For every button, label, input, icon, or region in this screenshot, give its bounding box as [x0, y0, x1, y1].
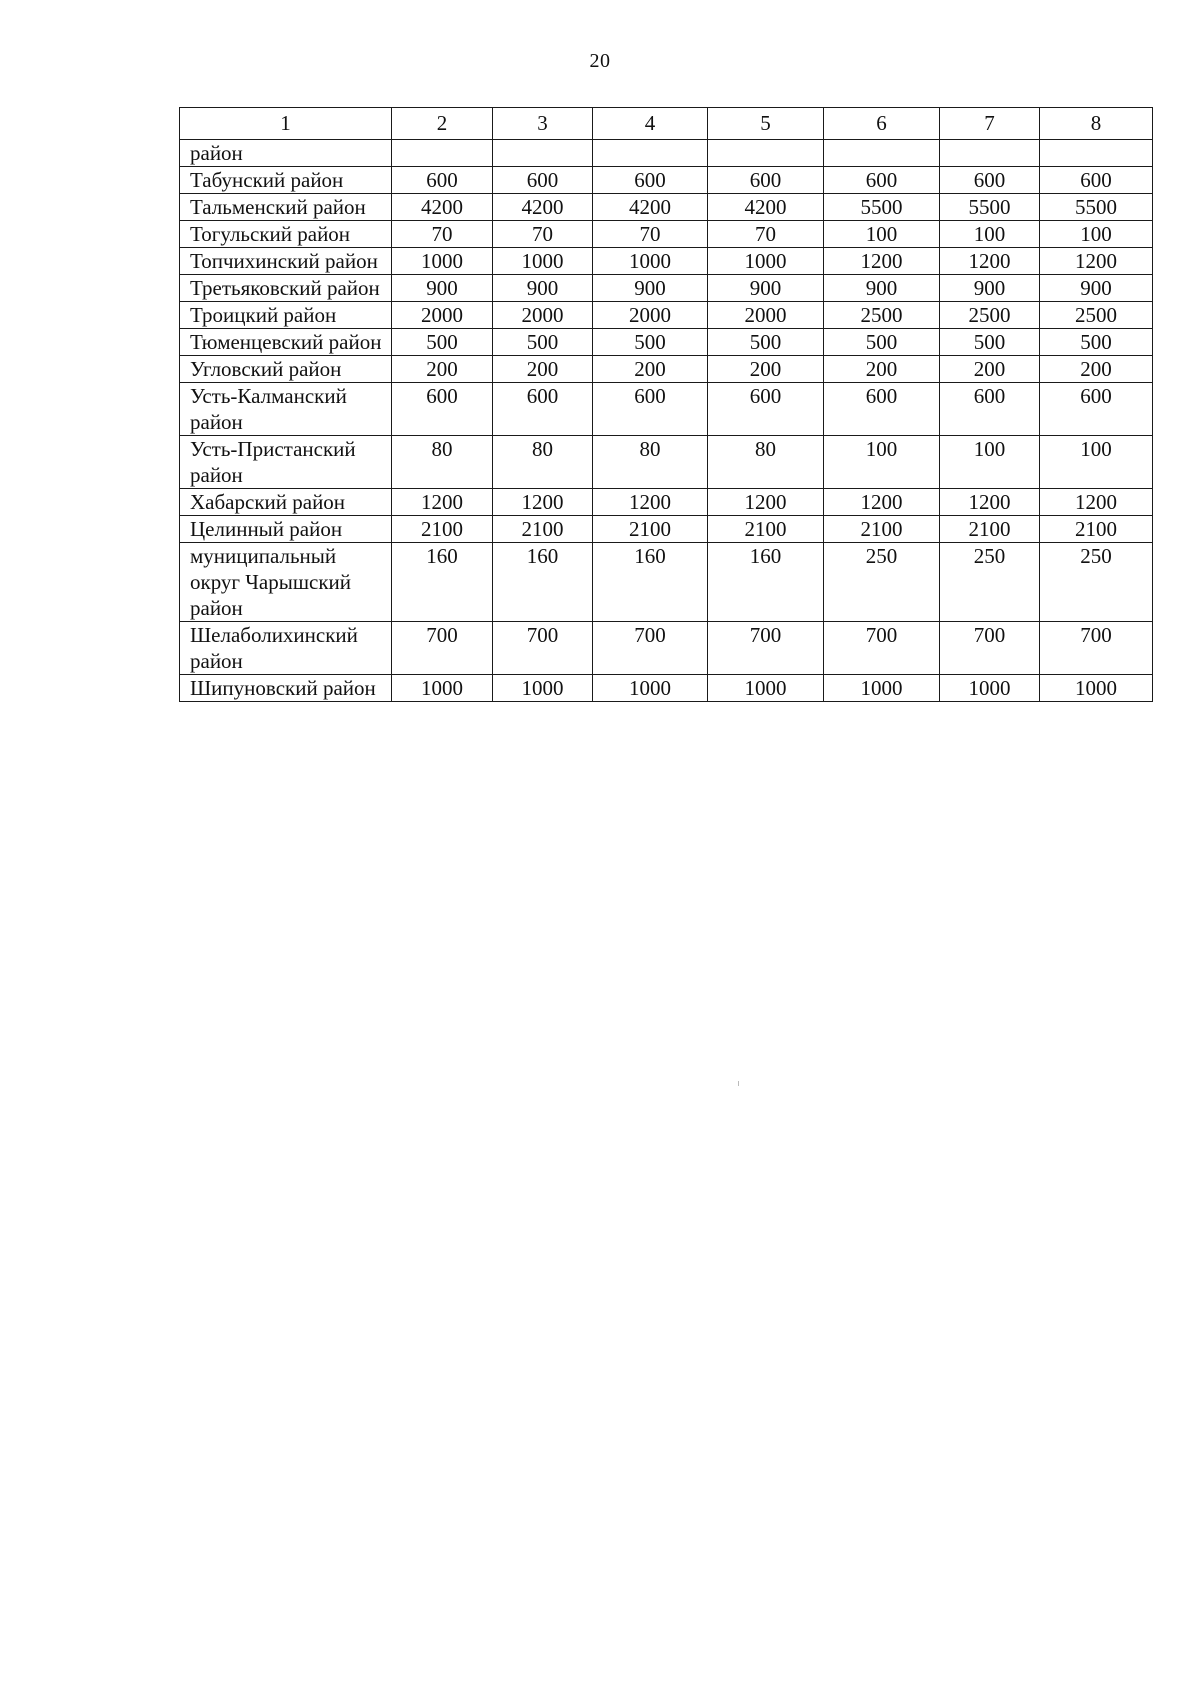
value-cell: [1040, 140, 1153, 167]
value-cell: 900: [824, 275, 940, 302]
value-cell: 1000: [824, 675, 940, 702]
column-header: 4: [593, 108, 708, 140]
table-row: [180, 140, 1153, 167]
value-cell: 2100: [824, 516, 940, 543]
value-cell: 1000: [708, 248, 824, 275]
value-cell: 5500: [940, 194, 1040, 221]
column-header: 7: [940, 108, 1040, 140]
table-row: [180, 302, 1153, 329]
value-cell: 160: [392, 543, 493, 622]
table-row: [180, 383, 1153, 436]
value-cell: [708, 140, 824, 167]
value-cell: 500: [824, 329, 940, 356]
value-cell: 1000: [392, 675, 493, 702]
value-cell: 600: [1040, 167, 1153, 194]
value-cell: 2100: [1040, 516, 1153, 543]
value-cell: [392, 140, 493, 167]
value-cell: 2000: [593, 302, 708, 329]
value-cell: 1200: [493, 489, 593, 516]
value-cell: 100: [940, 436, 1040, 489]
district-name-cell: Тальменский район: [180, 194, 392, 221]
value-cell: 700: [493, 622, 593, 675]
value-cell: 500: [1040, 329, 1153, 356]
table-row: [180, 221, 1153, 248]
value-cell: 70: [493, 221, 593, 248]
district-name-cell: Усть-Калманский район: [180, 383, 392, 436]
value-cell: [824, 140, 940, 167]
value-cell: 2100: [593, 516, 708, 543]
value-cell: 160: [708, 543, 824, 622]
value-cell: 100: [1040, 436, 1153, 489]
value-cell: 700: [593, 622, 708, 675]
value-cell: 1200: [593, 489, 708, 516]
value-cell: 4200: [392, 194, 493, 221]
value-cell: 80: [392, 436, 493, 489]
column-header: 1: [180, 108, 392, 140]
value-cell: 2500: [824, 302, 940, 329]
value-cell: 600: [493, 167, 593, 194]
value-cell: 1200: [1040, 248, 1153, 275]
district-name-cell: Табунский район: [180, 167, 392, 194]
value-cell: 700: [824, 622, 940, 675]
value-cell: 1000: [1040, 675, 1153, 702]
district-name-cell: муниципальный округ Чарышский район: [180, 543, 392, 622]
value-cell: 1200: [824, 248, 940, 275]
district-name-cell: Усть-Пристанский район: [180, 436, 392, 489]
value-cell: 600: [493, 383, 593, 436]
header-row: [180, 108, 1153, 140]
value-cell: 100: [940, 221, 1040, 248]
value-cell: 4200: [708, 194, 824, 221]
value-cell: 2100: [493, 516, 593, 543]
table-row: [180, 248, 1153, 275]
table-row: [180, 356, 1153, 383]
value-cell: 600: [940, 167, 1040, 194]
value-cell: 900: [940, 275, 1040, 302]
value-cell: 700: [940, 622, 1040, 675]
value-cell: 500: [493, 329, 593, 356]
column-header: 3: [493, 108, 593, 140]
value-cell: 100: [1040, 221, 1153, 248]
value-cell: 2100: [708, 516, 824, 543]
table-row: [180, 436, 1153, 489]
column-header: 8: [1040, 108, 1153, 140]
value-cell: 600: [593, 167, 708, 194]
value-cell: 100: [824, 221, 940, 248]
value-cell: [593, 140, 708, 167]
value-cell: 200: [593, 356, 708, 383]
table-row: [180, 167, 1153, 194]
district-name-cell: Шелаболихинский район: [180, 622, 392, 675]
value-cell: 2100: [940, 516, 1040, 543]
value-cell: 600: [708, 383, 824, 436]
value-cell: 600: [392, 167, 493, 194]
table-body: [180, 140, 1153, 702]
value-cell: 900: [493, 275, 593, 302]
district-name-cell: Топчихинский район: [180, 248, 392, 275]
value-cell: 1000: [940, 675, 1040, 702]
district-name-cell: Угловский район: [180, 356, 392, 383]
value-cell: 1000: [593, 675, 708, 702]
scan-speck: [738, 1081, 739, 1086]
table-row: [180, 516, 1153, 543]
value-cell: 2000: [493, 302, 593, 329]
value-cell: 160: [593, 543, 708, 622]
district-name-cell: район: [180, 140, 392, 167]
value-cell: 80: [593, 436, 708, 489]
value-cell: 700: [1040, 622, 1153, 675]
table-row: [180, 543, 1153, 622]
value-cell: 600: [593, 383, 708, 436]
district-name-cell: Целинный район: [180, 516, 392, 543]
district-name-cell: Хабарский район: [180, 489, 392, 516]
value-cell: 1200: [1040, 489, 1153, 516]
value-cell: 5500: [824, 194, 940, 221]
value-cell: 500: [392, 329, 493, 356]
value-cell: 900: [708, 275, 824, 302]
page-number: 20: [589, 50, 611, 72]
value-cell: 700: [392, 622, 493, 675]
value-cell: 2500: [940, 302, 1040, 329]
table-row: [180, 622, 1153, 675]
value-cell: 160: [493, 543, 593, 622]
value-cell: 900: [1040, 275, 1153, 302]
value-cell: 2000: [392, 302, 493, 329]
column-header: 6: [824, 108, 940, 140]
value-cell: 600: [824, 383, 940, 436]
value-cell: 70: [708, 221, 824, 248]
value-cell: 1200: [824, 489, 940, 516]
table-row: [180, 489, 1153, 516]
value-cell: 200: [493, 356, 593, 383]
value-cell: 600: [1040, 383, 1153, 436]
value-cell: 200: [824, 356, 940, 383]
value-cell: 1000: [392, 248, 493, 275]
value-cell: 500: [940, 329, 1040, 356]
value-cell: [493, 140, 593, 167]
district-name-cell: Троицкий район: [180, 302, 392, 329]
value-cell: 200: [940, 356, 1040, 383]
table-row: [180, 275, 1153, 302]
district-name-cell: Тюменцевский район: [180, 329, 392, 356]
value-cell: 900: [593, 275, 708, 302]
value-cell: 700: [708, 622, 824, 675]
table-row: [180, 329, 1153, 356]
value-cell: 80: [708, 436, 824, 489]
value-cell: 100: [824, 436, 940, 489]
value-cell: 2000: [708, 302, 824, 329]
value-cell: 250: [1040, 543, 1153, 622]
district-name-cell: Тогульский район: [180, 221, 392, 248]
value-cell: 70: [392, 221, 493, 248]
value-cell: 1200: [940, 248, 1040, 275]
value-cell: 200: [392, 356, 493, 383]
value-cell: 80: [493, 436, 593, 489]
value-cell: 1000: [493, 675, 593, 702]
value-cell: 4200: [593, 194, 708, 221]
value-cell: 600: [392, 383, 493, 436]
value-cell: 900: [392, 275, 493, 302]
value-cell: 600: [824, 167, 940, 194]
value-cell: 500: [593, 329, 708, 356]
value-cell: 1200: [392, 489, 493, 516]
value-cell: 1000: [708, 675, 824, 702]
value-cell: 250: [824, 543, 940, 622]
value-cell: [940, 140, 1040, 167]
district-name-cell: Третьяковский район: [180, 275, 392, 302]
column-header: 5: [708, 108, 824, 140]
value-cell: 70: [593, 221, 708, 248]
value-cell: 1000: [493, 248, 593, 275]
value-cell: 600: [940, 383, 1040, 436]
value-cell: 1200: [940, 489, 1040, 516]
value-cell: 600: [708, 167, 824, 194]
value-cell: 500: [708, 329, 824, 356]
table-header: [180, 108, 1153, 140]
value-cell: 2500: [1040, 302, 1153, 329]
value-cell: 200: [1040, 356, 1153, 383]
table-row: [180, 675, 1153, 702]
value-cell: 200: [708, 356, 824, 383]
value-cell: 1000: [593, 248, 708, 275]
district-name-cell: Шипуновский район: [180, 675, 392, 702]
value-cell: 2100: [392, 516, 493, 543]
table-row: [180, 194, 1153, 221]
district-values-table: [179, 107, 1153, 702]
value-cell: 4200: [493, 194, 593, 221]
column-header: 2: [392, 108, 493, 140]
value-cell: 5500: [1040, 194, 1153, 221]
value-cell: 250: [940, 543, 1040, 622]
value-cell: 1200: [708, 489, 824, 516]
